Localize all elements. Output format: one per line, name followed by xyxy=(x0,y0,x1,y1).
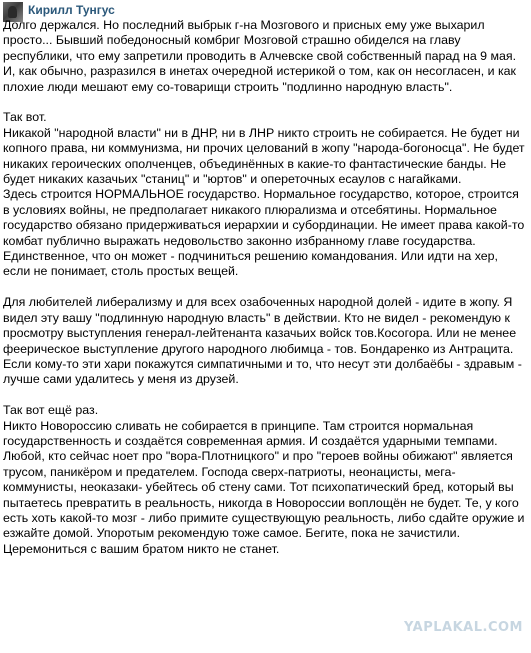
post-body xyxy=(3,18,527,557)
paragraph-gap xyxy=(3,280,527,295)
post-paragraph-conclusion: Так вот ещё раз. Никто Новороссию сливать не собирается в принципе. Там строится нормальная государственность и создаётся современная армия. И создаётся ударными темпами. Любой, кто сейчас ноет про "вора-Плотницкого" и про "героев войны обижают" является трусом, паникёром и предателем. Господа сверх-патриоты, неонацисты, мега-коммунисты, неоказаки- убейтесь об стену сами. Тот психопатический бред, который вы пытаетесь превратить в реальность, никогда в Новороссии воплощён не будет. Те, у кого есть хоть какой-то мозг - либо примите существующую реальность, либо сдайте оружие и езжайте домой. Упоротым рекомендую тоже самое. Бегите, пока не зачистили. Церемониться с вашим братом никто не станет. xyxy=(3,403,525,556)
paragraph-gap xyxy=(3,388,527,403)
post-paragraph-state: Так вот. Никакой "народной власти" ни в ДНР, ни в ЛНР никто строить не собирается. Не будет ни копного права, ни коммунизма, ни прочих целований в жопу "народа-богоносца". Не будет никаких героических ополченцев, объединённых в какие-то фантастические банды. Не будет никаких казачьих "станиц" и "юртов" и опереточных есаулов с нагайками. Здесь строится НОРМАЛЬНОЕ государство. Нормальное государство, которое, строится в условиях войны, не предполагает никакого плюрализма и отсебятины. Нормальное государство обязано придерживаться иерархии и субординации. Не имеет права какой-то комбат публично выражать недовольство законно избранному главе государства. Единственное, что он может - подчиниться решению командования. Или идти на хер, если не понимает, столь простых вещей. xyxy=(3,110,525,279)
author-name-link[interactable]: Кирилл Тунгус xyxy=(28,3,115,17)
post-paragraph-liberals: Для любителей либерализму и для всех озабоченных народной долей - идите в жопу. Я видел эту вашу "подлинную народную власть" в действии. Кто не видел - рекомендую к просмотру выступления генерал-лейтенанта казачьих войск тов.Косогора. Или не менее феерическое выступление другого народного любимца - тов. Бондаренко из Антрацита. Если кому-то эти хари покажутся симпатичными и то, что несут эти долбаёбы - здравым - лучше сами удалитесь у меня из друзей. xyxy=(3,295,522,387)
avatar-silhouette-icon xyxy=(8,6,17,18)
site-watermark: YAPLAKAL.COM xyxy=(404,620,523,635)
paragraph-gap xyxy=(3,95,527,110)
post-paragraph-intro: Долго держался. Но последний выбрык г-на Мозгового и присных ему уже выхарил просто... Бывший победоносный комбриг Мозговой страшно обиделся на главу республики, что ему запретили проводить в Алчевске свой собственный парад на 9 мая. И, как обычно, разразился в инетах очередной истерикой о том, как он несогласен, и как плохие люди мешают ему со-товарищи строить "подлинно народную власть". xyxy=(3,18,517,94)
